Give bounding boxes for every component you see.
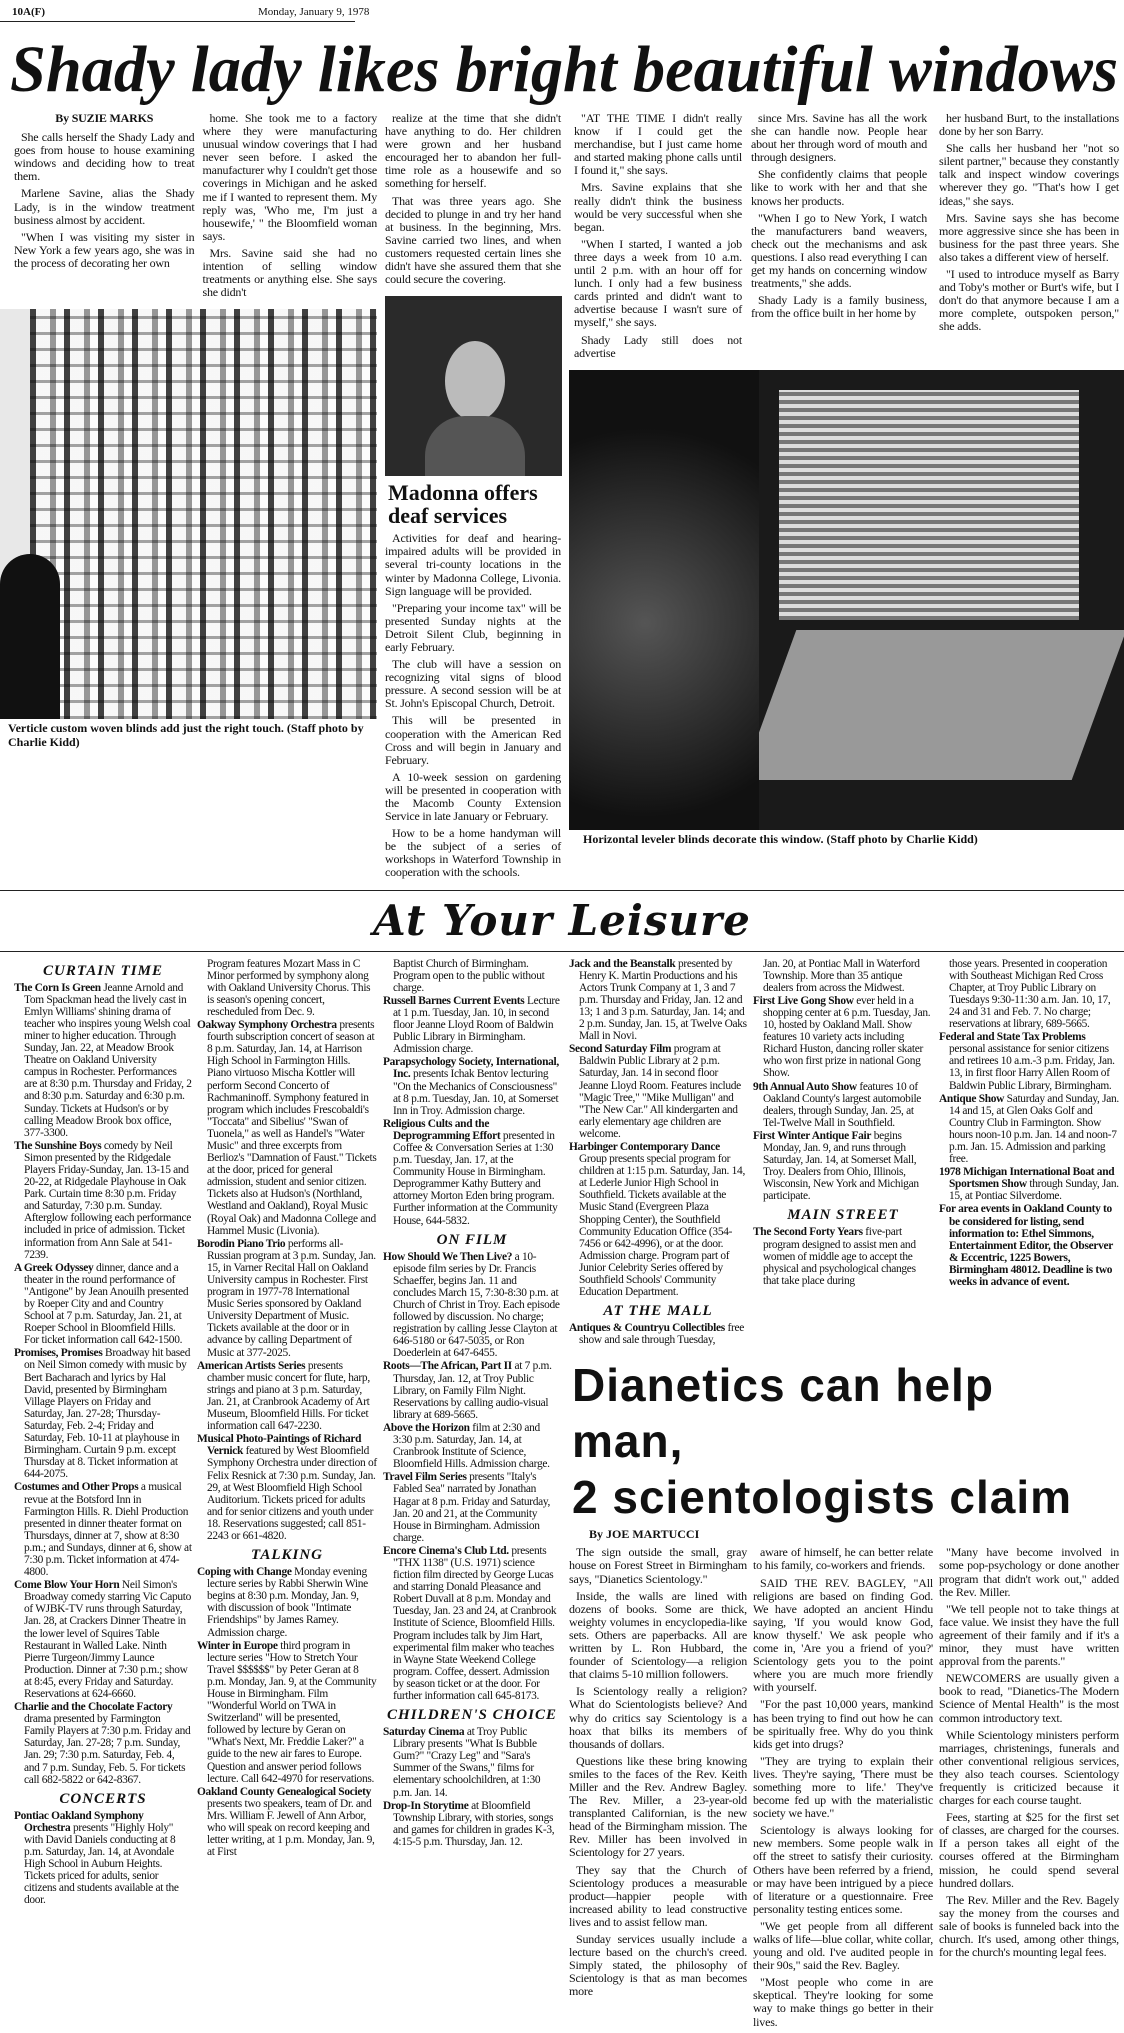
paragraph: Scientology is always looking for new members. Some people walk in off the street to satisfy their curiosity. Others have been referred by a friend, or may have been intrigued by a piece of literature or a questionnaire. Free personality testing entices some. — [753, 1823, 933, 1916]
listing-body: free show and sale through Tuesday, — [579, 1322, 744, 1347]
listing-title: Drop-In Storytime — [383, 1799, 469, 1812]
paragraph: "When I was visiting my sister in New York a few years ago, she was in the process of decorating her own — [14, 229, 195, 270]
listing-body: presents Ichak Bentov lecturing "On the Mechanics of Consciousness" at 8 p.m. Tuesday, Jan. 10, at Somerset Inn in Troy. Admission charge. — [393, 1068, 559, 1117]
section-heading: ON FILM — [436, 1231, 508, 1248]
article-column — [751, 112, 927, 324]
listing-title: Encore Cinema's Club Ltd. — [383, 1544, 509, 1557]
listing-title: Travel Film Series — [383, 1471, 467, 1484]
listing-item — [197, 1640, 377, 1785]
listing-body: presents two speakers, team of Dr. and Mrs. William F. Jewell of Ann Arbor, who will speak on record keeping and letter writing, at 1 p.m. Monday, Jan. 9, at First — [207, 1797, 375, 1859]
listing-body: Broadway hit based on Neil Simon comedy with music by Bert Bacharach and lyrics by Hal David, presented by Birmingham Village Players on Friday and Saturday, Jan. 27-28; Thursday-Saturday, Feb. 2-4; Friday and Saturday, Feb. 10-11 at playhouse in Birmingham. Curtain 9 p.m. except Thursday at 8. Ticket information at 644-2075. — [24, 1347, 191, 1481]
paragraph: That was three years ago. She decided to plunge in and try her hand at business. In the beginning, Mrs. Savine carried two lines, and when customers requested certain lines she didn't have she assured them that she could secure the covering. — [385, 193, 561, 287]
listing-body: film at 2:30 and 3:30 p.m. Saturday, Jan. 14, at Cranbrook Institute of Science, Bloomfield Hills. Admission charge. — [393, 1421, 550, 1471]
photo-horizontal-blinds — [569, 370, 1124, 830]
listing-item — [197, 958, 377, 1018]
paragraph: "Most people who come in are skeptical. They're looking for some way to make things go better in their lives. — [753, 1975, 933, 2029]
listing-title: Winter in Europe — [197, 1639, 278, 1652]
listing-body: presented in Coffee & Conversation Series at 1:30 p.m. Tuesday, Jan. 17, at the Community House in Birmingham. Deprogrammer Kathy Buttery and attorney Morton Eden bring program. Further information at the Community House, 644-5832. — [393, 1129, 558, 1227]
page-date: Monday, January 9, 1978 — [258, 6, 370, 18]
listing-title: Borodin Piano Trio — [197, 1237, 286, 1250]
right-block — [569, 112, 1124, 846]
listing-column — [753, 958, 933, 1288]
listing-title: Harbinger Contemporary Dance — [569, 1140, 720, 1153]
listing-item — [753, 1130, 933, 1203]
paragraph: "For the past 10,000 years, mankind has been trying to find out how he can be spiritually free. Why do you think kids get into drugs? — [753, 1697, 933, 1751]
paragraph: Mrs. Savine said she had no intention of selling window treatments or anything else. She says she didn't — [202, 245, 377, 300]
listing-title: Antiques & Countryu Collectibles — [569, 1322, 725, 1335]
listing-title: Musical Photo-Paintings of Richard Vernick — [197, 1433, 362, 1458]
paragraph: "Many have become involved in some pop-psychology or done another program that didn't work out," added the Rev. Miller. — [939, 1545, 1119, 1599]
listing-body: Saturday and Sunday, Jan. 14 and 15, at Glen Oaks Golf and Country Club in Farmington. Show hours noon-10 p.m. Jan. 14 and noon-7 p.m. Jan. 15. Admission and parking free. — [949, 1092, 1119, 1166]
listing-item — [569, 1141, 747, 1298]
paragraph: This will be presented in cooperation with the American Red Cross and will begin in January and February. — [385, 713, 561, 767]
paragraph: They say that the Church of Scientology produces a measurable product—happier people with increased ability to lead constructive lives and to assist fellow man. — [569, 1862, 747, 1929]
section-banner-at-your-leisure: At Your Leisure — [373, 895, 751, 945]
listing-body: features 10 of Oakland County's largest automobile dealers, through Sunday, Jan. 25, at Tel-Twelve Mall in Southfield. — [763, 1080, 922, 1129]
listing-column — [383, 958, 561, 1849]
listing-item — [383, 1545, 561, 1702]
paragraph: Fees, starting at $25 for the first set of classes, are charged for the courses. If a person takes all eight of the courses offered at the Birmingham mission, he could spend several hundred dollars. — [939, 1810, 1119, 1890]
listing-item — [383, 1422, 561, 1470]
listing-body: presented by Henry K. Martin Productions and his Actors Trunk Company at 1, 3 and 7 p.m. Thursday and Friday, Jan. 12 and 13; 1 and 3 p.m. Saturday, Jan. 14; and 2 p.m. Sunday, Jan. 15, at Twelve Oaks Mall in Novi. — [579, 957, 747, 1043]
listing-body: begins Monday, Jan. 9, and runs through Saturday, Jan. 14, at Somerset Mall, Troy. Dealers from Ohio, Illinois, Wisconsin, New York and Michigan participate. — [763, 1129, 919, 1203]
paragraph: The Rev. Miller and the Rev. Bagely say the money from the courses and sale of books is funneled back into the church. It's used, among other things, for the church's mounting legal fees. — [939, 1892, 1119, 1960]
listing-item — [569, 1043, 747, 1140]
caption-left: Verticle custom woven blinds add just the right touch. (Staff photo by Charlie Kidd) — [8, 721, 364, 749]
paragraph: since Mrs. Savine has all the work she can handle now. People hear about her through word of mouth and through designers. — [751, 111, 927, 165]
listing-item — [383, 1251, 561, 1360]
paragraph: The club will have a session on recognizing vital signs of blood pressure. A second session will be at St. John's Episcopal Church, Detroit. — [385, 657, 561, 711]
paragraph: her husband Burt, to the installations done by her son Barry. — [939, 111, 1119, 139]
listing-title: 9th Annual Auto Show — [753, 1080, 857, 1093]
listing-item — [569, 958, 747, 1043]
listing-item — [753, 958, 933, 994]
listing-body: Baptist Church of Birmingham. Program open to the public without charge. — [393, 957, 545, 994]
listing-item — [939, 1031, 1119, 1091]
listing-title: Charlie and the Chocolate Factory — [14, 1701, 173, 1714]
listing-body: five-part program designed to assist men and women of middle age to accept the physical and psychological changes that take place during — [763, 1226, 916, 1287]
listing-body: through Sunday, Jan. 15, at Pontiac Silverdome. — [949, 1178, 1119, 1203]
section-heading: TALKING — [250, 1547, 323, 1564]
left-block — [0, 112, 377, 749]
photo-vertical-blinds — [0, 309, 377, 719]
listing-item — [569, 1322, 747, 1346]
listing-item — [14, 1481, 192, 1578]
listing-column — [569, 958, 747, 1348]
listing-item — [383, 995, 561, 1055]
listing-title: First Live Gong Show — [753, 994, 854, 1007]
listing-item — [939, 1093, 1119, 1166]
listing-title: Religious Cults and the Deprogramming Effort — [383, 1117, 501, 1142]
listing-title: Russell Barnes Current Events — [383, 994, 525, 1007]
page-folio: 10A(F) — [12, 6, 45, 18]
paragraph: Shady Lady is a family business, from the office built in her home by — [751, 293, 927, 321]
paragraph: While Scientology ministers perform marriages, christenings, funerals and other conventional religious services, they also teach courses. Scientology frequently is criticized because it charges for each course taught. — [939, 1727, 1119, 1808]
paragraph: SAID THE REV. BAGLEY, "All religions are based on finding God. We have adopted an ancient Hindu saying, 'If you would know God, know thyself.' We ask people who come in, 'Are you a friend of you?' Scientology gets you to the point where you are much more friendly with yourself. — [753, 1575, 933, 1695]
paragraph: She calls her husband her "not so silent partner," because they constantly talk and inspect window coverings wherever they go. "That's how I get ideas," she says. — [939, 141, 1119, 208]
listing-body: personal assistance for senior citizens and retirees 10 a.m.-3 p.m. Friday, Jan. 13, in first floor Harry Allen Room of Baldwin Public Library, Birmingham. — [949, 1043, 1115, 1092]
paragraph: Marlene Savine, alias the Shady Lady, is in the window treatment business almost by accident. — [14, 186, 195, 227]
listing-title: Oakway Symphony Orchestra — [197, 1019, 337, 1032]
listing-body: program at Baldwin Public Library at 2 p.m. Saturday, Jan. 14 in second floor Jeanne Lloyd Room. Features include "Magic Tree," "Mike Mulligan" and "The New Car." All kindergarten and early elementary age children are welcome. — [579, 1043, 741, 1140]
listing-body: at Bloomfield Township Library, with stories, songs and games for children in grades K-3, 4:15-5 p.m. Thursday, Jan. 12. — [393, 1799, 555, 1848]
listing-body: presents chamber music concert for flute, harp, strings and piano at 3 p.m. Saturday, Jan. 21, at Cranbrook Academy of Art Museum, Bloomfield Hills. For ticket information call 647-2230. — [207, 1359, 370, 1433]
article-column — [385, 112, 561, 290]
listing-body: presents "Highly Holy" with David Daniels conducting at 8 p.m. Saturday, Jan. 14, at Avondale High School in Auburn Heights. Tickets priced for adults, senior citizens and students available at the door. — [24, 1821, 179, 1907]
paragraph: She calls herself the Shady Lady and goes from house to house examining windows and deciding how to treat them. — [14, 130, 195, 184]
listing-item — [753, 995, 933, 1080]
listing-title: First Winter Antique Fair — [753, 1129, 872, 1142]
paragraph: Sunday services usually include a lecture based on the church's creed. Simply stated, the philosophy of Scientology is that as man becomes more — [569, 1932, 747, 1999]
paragraph: "They are trying to explain their lives. They're saying, 'There must be something more to life.' They've become fed up with the materialistic society we have." — [753, 1753, 933, 1821]
listing-body: presents "Italy's Fabled Sea" narrated by Jonathan Hagar at 8 p.m. Friday and Saturday, Jan. 20 and 21, at the Community House in Birmingham. Admission charge. — [393, 1471, 551, 1544]
listing-column — [14, 958, 192, 1908]
top-section — [0, 0, 1124, 884]
article-column — [574, 112, 742, 364]
listing-title: Promises, Promises — [14, 1347, 103, 1360]
article-column — [939, 1546, 1119, 1963]
listing-body: at 7 p.m. Thursday, Jan. 12, at Troy Public Library, on Family Film Night. Reservations by calling audio-visual library at 689-5665. — [393, 1360, 552, 1421]
headline-madonna: Madonna offers deaf services — [388, 480, 538, 529]
article-column — [14, 112, 194, 274]
article-column — [202, 112, 377, 303]
listing-column — [197, 958, 377, 1860]
right-bottom-block — [569, 958, 1119, 2033]
listing-body: presents "THX 1138" (U.S. 1971) science fiction film directed by George Lucas and starring Donald Pleasance and Robert Duvall at 8 p.m. Monday and Tuesday, Jan. 23 and 24, at Cranbrook Institute of Science, Bloomfield Hills. Program includes talk by Jim Hart, experimental film maker who teaches in Wayne State Weekend College program. Coffee, dessert. Admission by season ticket or at the door. For further information call 645-8173. — [393, 1544, 557, 1702]
listing-item — [197, 1433, 377, 1542]
byline: By JOE MARTUCCI — [589, 1527, 700, 1542]
listing-title: Roots—The African, Part II — [383, 1360, 512, 1373]
listing-body: Neil Simon's Broadway comedy starring Vic Caputo of WJBK-TV runs through Saturday, Jan. 28, at Crackers Dinner Theatre in the lower level of Squires Table Restaurant in Walled Lake. Ninth Pierre Turgeon/Jimmy Launce Production. Dinner at 7:30 p.m.; show at 8:45, every Friday and Saturday. Reservations at 624-6660. — [24, 1579, 192, 1700]
listing-item — [383, 1471, 561, 1544]
header-rule — [0, 21, 355, 22]
listing-body: Jeanne Arnold and Tom Spackman head the lively cast in Emlyn Williams' shining drama of teacher who inspires young Welsh coal miner to higher education. Through Sunday, Jan. 22, at Meadow Brook Theatre on Oakland University campus in Rochester. Performances are at 8:30 p.m. Thursday and Friday, 2 and 8:30 p.m. Saturday and 6:30 p.m. Sunday. Tickets at Hudson's or by calling Meadow Brook box office, 377-3300. — [24, 981, 192, 1139]
listing-title: The Corn Is Green — [14, 981, 101, 994]
listing-body: Monday evening lecture series by Rabbi Sherwin Wine begins at 8:30 p.m. Monday, Jan. 9, with discussion of book "Intimate Friendships" by James Ramey. Admission charge. — [207, 1566, 368, 1639]
listing-item — [383, 1360, 561, 1420]
listing-title: Oakland County Genealogical Society — [197, 1785, 371, 1798]
listing-item — [197, 1019, 377, 1237]
listing-body: drama presented by Farmington Family Players at 7:30 p.m. Friday and Saturday, Jan. 27-28; 7 p.m. Sunday, Jan. 29; 7:30 p.m. Saturday, Feb. 4, and 7 p.m. Sunday, Feb. 5. For tickets call 682-5822 or 642-8367. — [24, 1713, 191, 1786]
paragraph: home. She took me to a factory where they were manufacturing unusual window coverings that I had never seen before. I asked the manufacturer why I couldn't get those coverings in Michigan and he asked me if I wanted to represent them. My reply was, 'Who me, I'm just a housewife,' " the Bloomfield woman says. — [202, 111, 377, 243]
listing-title: The Second Forty Years — [753, 1226, 863, 1239]
listing-item — [14, 982, 192, 1139]
byline: By SUZIE MARKS — [55, 111, 154, 125]
listing-body: Lecture at 1 p.m. Tuesday, Jan. 10, in second floor Jeanne Lloyd Room of Baldwin Public Library in Birmingham. Admission charge. — [393, 994, 560, 1056]
photo-portrait — [385, 296, 562, 476]
paragraph: "When I started, I wanted a job three days a week from 10 a.m. until 2 p.m. with an hour off for lunch. I only had a few business cards printed and didn't want to advertise because I wasn't sure of myself," she says. — [574, 236, 742, 330]
listing-item — [939, 1166, 1119, 1202]
listing-title: Above the Horizon — [383, 1421, 470, 1434]
headline-line: Dianetics can help man, — [572, 1359, 994, 1468]
listing-item — [14, 1140, 192, 1261]
listing-item — [939, 1203, 1119, 1288]
paragraph: realize at the time that she didn't have anything to do. Her children were grown and her husband encouraged her to abandon her full-time role as a housewife and so something for herself. — [385, 111, 561, 191]
listing-item — [197, 1238, 377, 1359]
section-heading: AT THE MALL — [603, 1303, 713, 1320]
listing-item — [14, 1347, 192, 1480]
listing-body: Program features Mozart Mass in C Minor performed by symphony along with Oakland University Chorus. This is season's opening concert, rescheduled from Dec. 9. — [207, 957, 371, 1018]
listing-body: dinner, dance and a theater in the round performance of "Antigone" by Jean Anouilh presented by Roeper City and and Country School at 7 p.m. Saturday, Jan. 21, at Roeper School in Bloomfield Hills. For ticket information call 642-1500. — [24, 1261, 189, 1347]
listing-title: Coping with Change — [197, 1566, 292, 1579]
listing-item — [14, 1579, 192, 1700]
article-column — [569, 1546, 747, 2002]
listing-title: Federal and State Tax Problems — [939, 1031, 1086, 1044]
listing-title: Come Blow Your Horn — [14, 1579, 120, 1592]
listing-item — [14, 1262, 192, 1347]
listing-title: Saturday Cinema — [383, 1726, 465, 1739]
middle-block — [385, 112, 562, 884]
listing-title: Costumes and Other Props — [14, 1481, 139, 1494]
article-column — [753, 1546, 933, 2032]
listing-item — [753, 1081, 933, 1129]
section-heading: CHILDREN'S CHOICE — [387, 1707, 557, 1724]
listing-title: Jack and the Beanstalk — [569, 957, 676, 970]
paragraph: Inside, the walls are lined with dozens of books. Some are thick, weighty volumes in encyclopedia-like sets. Others are paperbacks. All are written by L. Ron Hubbard, the founder of Scientology—a religion that claims 5-10 million followers. — [569, 1588, 747, 1682]
listing-body: presents fourth subscription concert of season at 8 p.m. Saturday, Jan. 14, at Harrison High School in Farmington Hills. Piano virtuoso Mischa Kottler will perform Second Concerto of Rachmaninoff. Symphony featured in program which includes Frescobaldi's "Toccata" and Sibelius' "Swan of Tuonela," as well as Handel's "Water Music" and three excerpts from Berlioz's "Damnation of Faust." Tickets at the door, priced for general admission, student and senior citizen. Tickets also at Hudson's (Northland, Westland and Oakland), Royal Music (Royal Oak) and Madonna College and Hammel Music (Livonia). — [207, 1019, 377, 1237]
listing-body: performs all-Russian program at 3 p.m. Sunday, Jan. 15, in Varner Recital Hall on Oakland University campus in Rochester. First program in 1977-78 International Music Series sponsored by Oakland University Department of Music. Tickets available at the door or in advance by calling Department of Music at 377-2025. — [207, 1237, 376, 1359]
listing-body: featured by West Bloomfield Symphony Orchestra under direction of Felix Resnick at 7:30 p.m. Sunday, Jan. 29, at West Bloomfield High School Auditorium. Tickets priced for adults and for senior citizens and youth under 18. Reservations suggested; call 851-2243 or 661-4820. — [207, 1445, 377, 1542]
listing-item — [14, 1701, 192, 1786]
listing-body: a 10-episode film series by Dr. Francis Schaeffer, begins Jan. 11 and concludes March 15, 7:30-8:30 p.m. at Church of Christ in Troy. Each episode followed by discussion. No charge; registration by calling Jesse Clayton at 646-5180 or 647-5035, or Ron Doederlein at 647-6455. — [393, 1250, 560, 1360]
listing-title: 1978 Michigan International Boat and Sportsmen Show — [939, 1166, 1115, 1191]
paragraph: Mrs. Savine says she has become more aggressive since she has been in business for the past three years. She also takes a different view of herself. — [939, 210, 1119, 264]
caption-right: Horizontal leveler blinds decorate this window. (Staff photo by Charlie Kidd) — [583, 831, 978, 846]
listing-body: ever held in a shopping center at 6 p.m. Tuesday, Jan. 10, hosted by Oakland Mall. Show features 10 variety acts including Richard Huston, dancing roller skater who won first prize in national Gong Show. — [763, 994, 931, 1080]
listing-item — [383, 1726, 561, 1799]
section-heading: CURTAIN TIME — [43, 962, 163, 979]
listing-body: a musical revue at the Botsford Inn in Farmington Hills. R. Diehl Production presented in dinner theater format on Thursdays, dinner at 7, show at 8:30 p.m.; and Sundays, dinner at 6, show at 7:30 p.m. Ticket information at 474-4800. — [24, 1481, 192, 1579]
listing-item — [197, 1566, 377, 1639]
divider — [0, 951, 1124, 952]
bottom-section — [0, 958, 1124, 2033]
paragraph: "AT THE TIME I didn't really know if I could get the merchandise, but I just came home and started making phone calls until I found it," she says. — [574, 111, 742, 178]
headline-dianetics — [569, 1357, 1119, 1525]
paragraph: How to be a home handyman will be the subject of a series of workshops in Waterford Township in cooperation with the schools. — [385, 826, 561, 880]
listing-body: Group presents special program for children at 1:15 p.m. Saturday, Jan. 14, at Lederle Junior High School in Southfield. Tickets available at the Music Stand (Evergreen Plaza Shopping Center), the Southfield Community Education Office (354-7456 or 642-4996), or at the door. Admission charge. Program part of Junior Celebrity Series offered by Southfield Schools' Community Education Department. — [579, 1153, 745, 1299]
listing-item — [753, 1226, 933, 1286]
article-column — [385, 532, 561, 883]
listing-item — [939, 958, 1119, 1031]
paragraph: The sign outside the small, gray house on Forest Street in Birmingham says, "Dianetics Scientology." — [569, 1545, 747, 1586]
listing-item — [383, 958, 561, 994]
paragraph: aware of himself, he can better relate to his family, co-workers and friends. — [753, 1545, 933, 1573]
listing-title: Second Saturday Film — [569, 1043, 672, 1056]
listing-body: comedy by Neil Simon presented by the Ridgedale Players Friday-Sunday, Jan. 13-15 and 20-22, at Ridgedale Playhouse in Oak Park. Curtain time 8:30 p.m. Friday and Saturday, 7:30 p.m. Sunday. Afterglow following each performance included in price of admission. Ticket information from Ann Sale at 541-7239. — [24, 1139, 192, 1261]
listing-title: How Should We Then Live? — [383, 1250, 513, 1263]
listing-body: Jan. 20, at Pontiac Mall in Waterford Township. More than 35 antique dealers from across the Midwest. — [763, 957, 920, 994]
listing-title: Antique Show — [939, 1092, 1005, 1105]
listing-title: American Artists Series — [197, 1359, 306, 1372]
listing-body: those years. Presented in cooperation with Southeast Michigan Red Cross Chapter, at Troy Public Library on Tuesdays 9:30-11:30 a.m. Jan. 10, 17, 24 and 31 and Feb. 7. No charge; reservations at library, 689-5665. — [949, 957, 1111, 1031]
listing-item — [383, 1056, 561, 1116]
paragraph: "I used to introduce myself as Barry and Toby's mother or Burt's wife, but I don't do that anymore because I am a more complete, outspoken person," she adds. — [939, 267, 1119, 334]
listing-item — [383, 1800, 561, 1848]
paragraph: Shady Lady still does not advertise — [574, 332, 742, 360]
paragraph: She confidently claims that people like to work with her and that she knows her products. — [751, 167, 927, 208]
listing-title: A Greek Odyssey — [14, 1261, 94, 1274]
paragraph: "We get people from all different walks of life—blue collar, white collar, young and old. I've audited people in their 90s," said the Rev. Bagley. — [753, 1918, 933, 1973]
paragraph: NEWCOMERS are usually given a book to read, "Dianetics-The Modern Science of Mental Health" is the most common introductory text. — [939, 1671, 1119, 1725]
listing-title: For area events in Oakland County to be considered for listing, send information to: Ethel Simmons, Entertainment Editor, the Observer & Eccentric, 1225 Bowers, Birmingham 48012. Deadline is two weeks in advance of event. — [939, 1203, 1113, 1288]
paragraph: "Preparing your income tax" will be presented Sunday nights at the Detroit Silent Club, beginning in early February. — [385, 600, 561, 654]
section-heading: MAIN STREET — [787, 1207, 899, 1224]
listing-item — [197, 1360, 377, 1433]
listing-item — [14, 1810, 192, 1907]
paragraph: A 10-week session on gardening will be presented in cooperation with the Macomb County Extension Service in late January or February. — [385, 769, 561, 824]
listing-item — [197, 1786, 377, 1859]
paragraph: "When I go to New York, I watch the manufacturers band weavers, check out the mechanisms and ask questions. I also read everything I can get my hands on concerning window treatments," she adds. — [751, 210, 927, 291]
paragraph: Mrs. Savine explains that she really didn't think the business would be very successful when she began. — [574, 180, 742, 234]
listing-body: at Troy Public Library presents "What Is Bubble Gum?" "Crazy Leg" and "Sara's Summer of the Swans," films for elementary schoolchildren, at 1:30 p.m. Jan. 14. — [393, 1726, 541, 1799]
listing-title: Parapsychology Society, International, Inc. — [383, 1056, 559, 1081]
paragraph: Questions like these bring knowing smiles to the faces of the Rev. Keith Miller and the Rev. Andrew Bagley. The Rev. Miller, a 23-year-old transplanted Californian, is the new head of the Birmingham mission. The Rev. Miller has been involved in Scientology for 27 years. — [569, 1753, 747, 1860]
listing-column — [939, 958, 1119, 1290]
listing-item — [383, 1118, 561, 1227]
paragraph: Activities for deaf and hearing-impaired adults will be provided in several tri-county locations in the winter by Madonna College, Livonia. Sign language will be provided. — [385, 531, 561, 598]
listing-title: Pontiac Oakland Symphony Orchestra — [14, 1809, 144, 1834]
listing-body: third program in lecture series "How to Stretch Your Travel $$$$$$" by Peter Geran at 8 p.m. Monday, Jan. 9, at the Community House in Birmingham. Film "Wonderful World on TWA in Switzerland" will be presented, followed by lecture by Geran on "What's Next, Mr. Freddie Laker?" a guide to the new air fares to Europe. Question and answer period follows lecture. Call 642-4970 for reservations. — [207, 1639, 377, 1785]
paragraph: Is Scientology really a religion? What do Scientologists believe? And why do critics say Scientology is a hoax that bilks its members of thousands of dollars. — [569, 1684, 747, 1751]
article-column — [939, 112, 1119, 338]
headline-shady-lady: Shady lady likes bright beautiful windows — [10, 33, 1119, 106]
section-heading: CONCERTS — [59, 1790, 147, 1807]
paragraph: "We tell people not to take things at face value. We insist they have the full agreement of their family and if it's a minor, they must have written approval from the parents." — [939, 1601, 1119, 1669]
headline-line: 2 scientologists claim — [572, 1471, 1073, 1524]
listing-title: The Sunshine Boys — [14, 1139, 102, 1152]
